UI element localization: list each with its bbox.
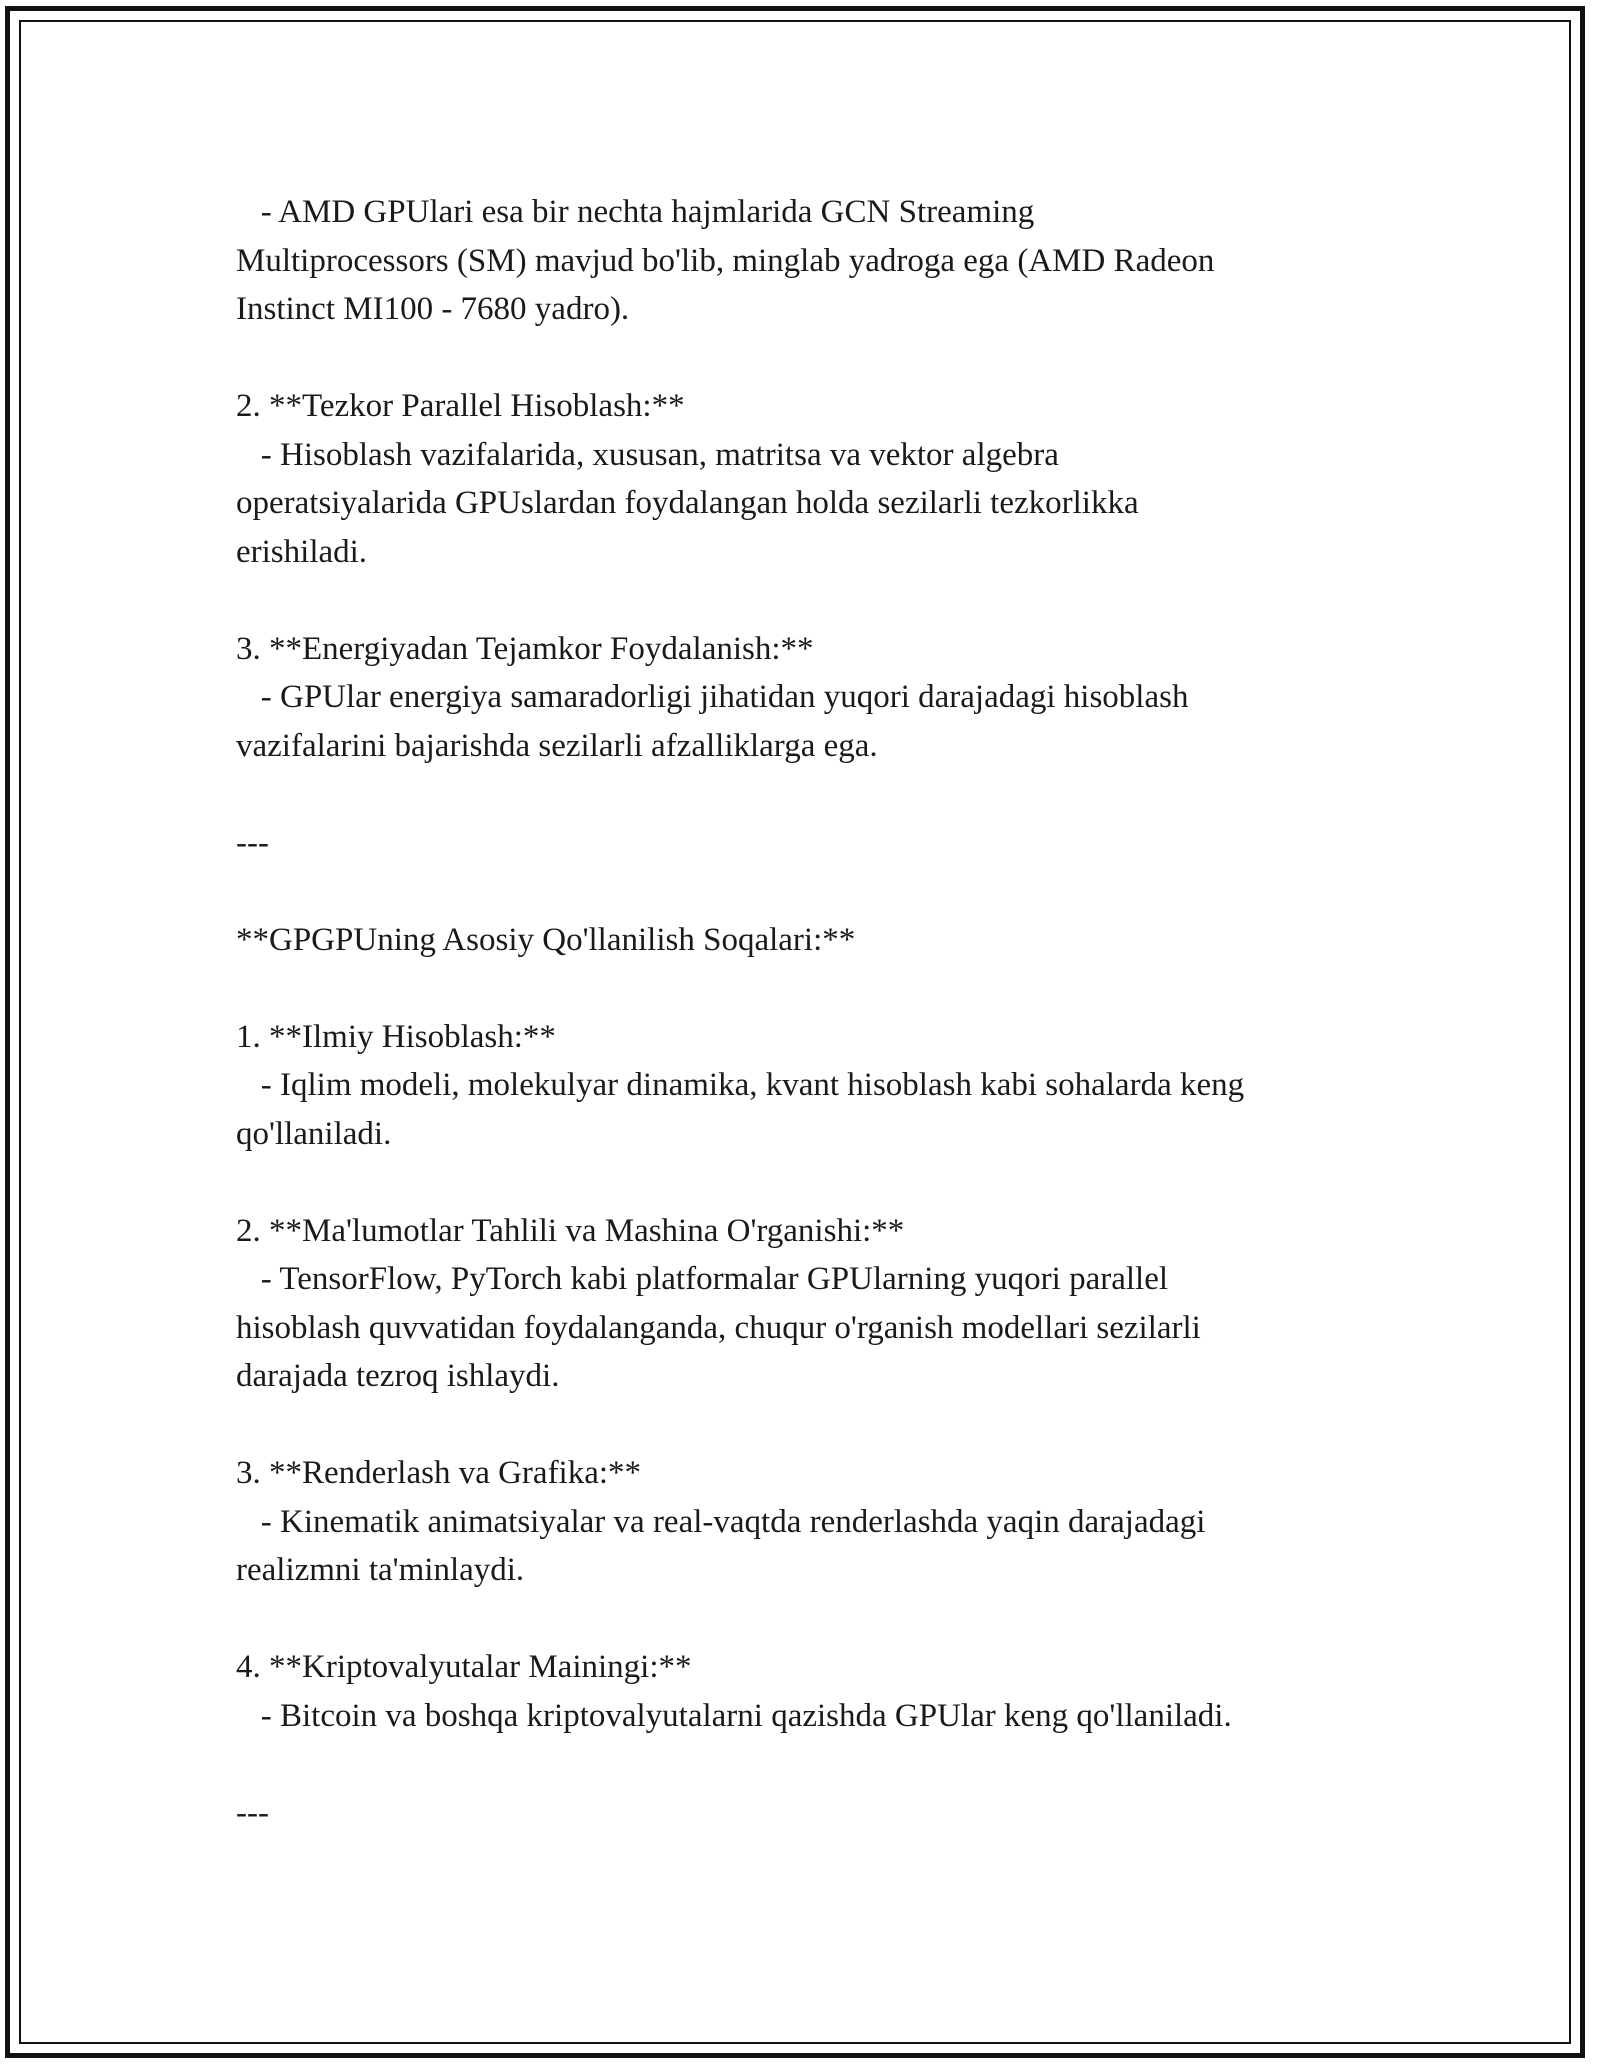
blank-line: [236, 770, 1376, 819]
blank-line: [236, 964, 1376, 1013]
blank-line: [236, 867, 1376, 916]
text-line-12: vazifalarini bajarishda sezilarli afzalliklarga ega.: [236, 727, 878, 764]
text-line-11: - GPUlar energiya samaradorligi jihatidan yuqori darajadagi hisoblash: [236, 679, 1189, 715]
text-line-2: Multiprocessors (SM) mavjud bo'lib, minglab yadroga ega (AMD Radeon: [236, 242, 1215, 279]
divider-text: ---: [236, 1794, 269, 1831]
text-line-23: - TensorFlow, PyTorch kabi platformalar GPUlarning yuqori parallel: [236, 1261, 1169, 1297]
blank-line: [236, 1158, 1376, 1207]
section-heading-tezkor: 2. **Tezkor Parallel Hisoblash:**: [236, 388, 685, 424]
text-line-3: Instinct MI100 - 7680 yadro).: [236, 291, 630, 327]
text-line-20: qo'llaniladi.: [236, 1115, 392, 1152]
section-heading-ilmiy: 1. **Ilmiy Hisoblash:**: [236, 1018, 556, 1055]
blank-line: [236, 576, 1376, 625]
text-line-6: - Hisoblash vazifalarida, xususan, matritsa va vektor algebra: [236, 436, 1059, 473]
text-line-25: darajada tezroq ishlaydi.: [236, 1358, 560, 1394]
text-line-19: - Iqlim modeli, molekulyar dinamika, kvant hisoblash kabi sohalarda keng: [236, 1067, 1245, 1103]
section-heading-renderlash: 3. **Renderlash va Grafika:**: [236, 1455, 642, 1491]
section-heading-energiya: 3. **Energiyadan Tejamkor Foydalanish:**: [236, 630, 814, 667]
section-heading-kripto: 4. **Kriptovalyutalar Mainingi:**: [236, 1649, 692, 1685]
section-heading-malumotlar: 2. **Ma'lumotlar Tahlili va Mashina O'rganishi:**: [236, 1212, 905, 1249]
text-line-7: operatsiyalarida GPUslardan foydalangan holda sezilarli tezkorlikka: [236, 485, 1139, 521]
text-line-28: - Kinematik animatsiyalar va real-vaqtda renderlashda yaqin darajadagi: [236, 1503, 1206, 1540]
text-line-32: - Bitcoin va boshqa kriptovalyutalarni qazishda GPUlar keng qo'llaniladi.: [236, 1697, 1232, 1734]
blank-line: [236, 1595, 1376, 1644]
text-line-24: hisoblash quvvatidan foydalanganda, chuqur o'rganish modellari sezilarli: [236, 1309, 1201, 1346]
divider-text: ---: [236, 824, 269, 861]
blank-line: [236, 1740, 1376, 1789]
text-line-1: - AMD GPUlari esa bir nechta hajmlarida GCN Streaming: [236, 194, 1035, 230]
text-line-8: erishiladi.: [236, 533, 368, 570]
document-body: [236, 188, 1376, 1837]
text-line-29: realizmni ta'minlaydi.: [236, 1552, 525, 1588]
main-heading: **GPGPUning Asosiy Qo'llanilish Soqalari:**: [236, 921, 856, 958]
blank-line: [236, 334, 1376, 383]
blank-line: [236, 1401, 1376, 1450]
